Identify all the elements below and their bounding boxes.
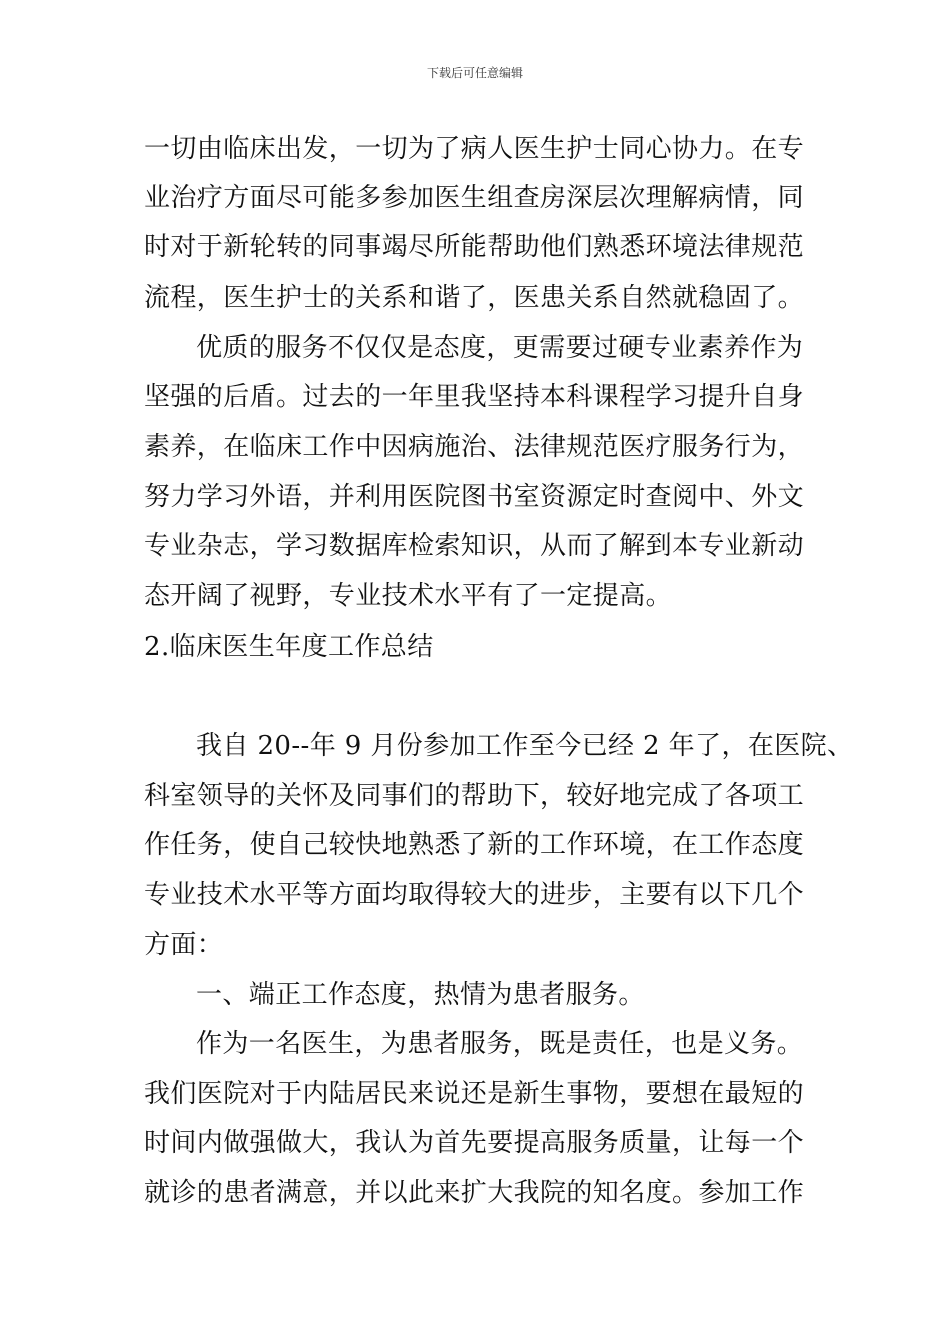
paragraph-first-line: 作为一名医生，为患者服务，既是责任，也是义务。: [196, 1029, 804, 1059]
text-line: 时对于新轮转的同事竭尽所能帮助他们熟悉环境法律规范: [144, 232, 805, 262]
text-line: 作任务，使自己较快地熟悉了新的工作环境，在工作态度: [144, 830, 805, 860]
paragraph-first-line: 我自 20--年 9 月份参加工作至今已经 2 年了，在医院、: [196, 731, 854, 761]
text-line: 素养，在临床工作中因病施治、法律规范医疗服务行为，: [144, 432, 805, 462]
paragraph-first-line: 优质的服务不仅仅是态度，更需要过硬专业素养作为: [196, 333, 804, 363]
text-line: 时间内做强做大，我认为首先要提高服务质量，让每一个: [144, 1128, 805, 1158]
text-line: 科室领导的关怀及同事们的帮助下，较好地完成了各项工: [144, 781, 805, 811]
text-line: 流程，医生护士的关系和谐了，医患关系自然就稳固了。: [144, 283, 805, 313]
text-line: 方面：: [144, 930, 224, 960]
text-line: 专业杂志，学习数据库检索知识，从而了解到本专业新动: [144, 531, 805, 561]
subsection-heading: 一、端正工作态度，热情为患者服务。: [196, 980, 645, 1010]
text-line: 我们医院对于内陆居民来说还是新生事物，要想在最短的: [144, 1079, 805, 1109]
text-line: 就诊的患者满意，并以此来扩大我院的知名度。参加工作: [144, 1178, 805, 1208]
text-line: 态开阔了视野，专业技术水平有了一定提高。: [144, 581, 673, 611]
text-line: 业治疗方面尽可能多参加医生组查房深层次理解病情，同: [144, 183, 805, 213]
text-line: 一切由临床出发，一切为了病人医生护士同心协力。在专: [144, 134, 805, 164]
page-header: 下载后可任意编辑: [426, 66, 523, 80]
text-line: 努力学习外语，并利用医院图书室资源定时查阅中、外文: [144, 482, 805, 512]
section-heading: 2.临床医生年度工作总结: [144, 632, 434, 662]
text-line: 专业技术水平等方面均取得较大的进步，主要有以下几个: [144, 880, 805, 910]
text-line: 坚强的后盾。过去的一年里我坚持本科课程学习提升自身: [144, 382, 805, 412]
